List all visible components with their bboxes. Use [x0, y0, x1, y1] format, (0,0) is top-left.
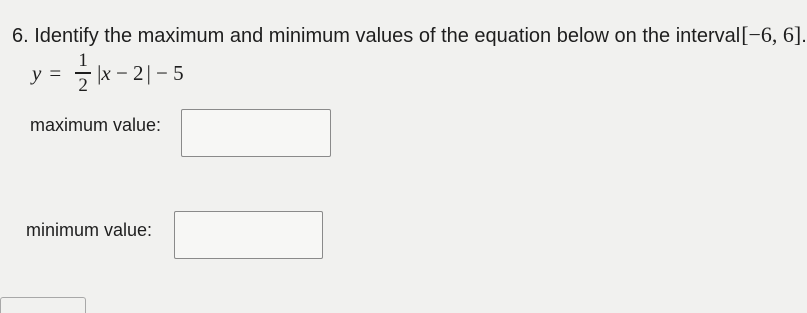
fraction-bar — [75, 72, 91, 74]
question-number: 6. — [12, 25, 29, 47]
abs-rest: − 2 — [110, 60, 144, 85]
maximum-value-input[interactable] — [181, 109, 331, 157]
question-text — [12, 22, 807, 48]
equation-lhs: y — [32, 60, 42, 85]
abs-variable: x — [101, 60, 111, 85]
equation-tail: − 5 — [150, 60, 184, 85]
abs-open: | — [97, 60, 102, 85]
abs-close: | — [146, 60, 151, 85]
minimum-value-input[interactable] — [174, 211, 323, 259]
fraction-denominator: 2 — [78, 74, 88, 96]
interval-notation: [−6, 6] — [741, 22, 802, 47]
fraction-numerator: 1 — [78, 50, 88, 72]
bottom-tab — [0, 297, 86, 313]
maximum-label: maximum value: — [30, 115, 162, 135]
question-end-punct: . — [801, 25, 807, 47]
minimum-label: minimum value: — [26, 220, 153, 240]
equation-equals: = — [49, 60, 62, 85]
question-prompt: Identify the maximum and minimum values of the equation below on the interval — [34, 25, 741, 47]
equation — [32, 46, 184, 100]
equation-fraction — [75, 51, 91, 95]
